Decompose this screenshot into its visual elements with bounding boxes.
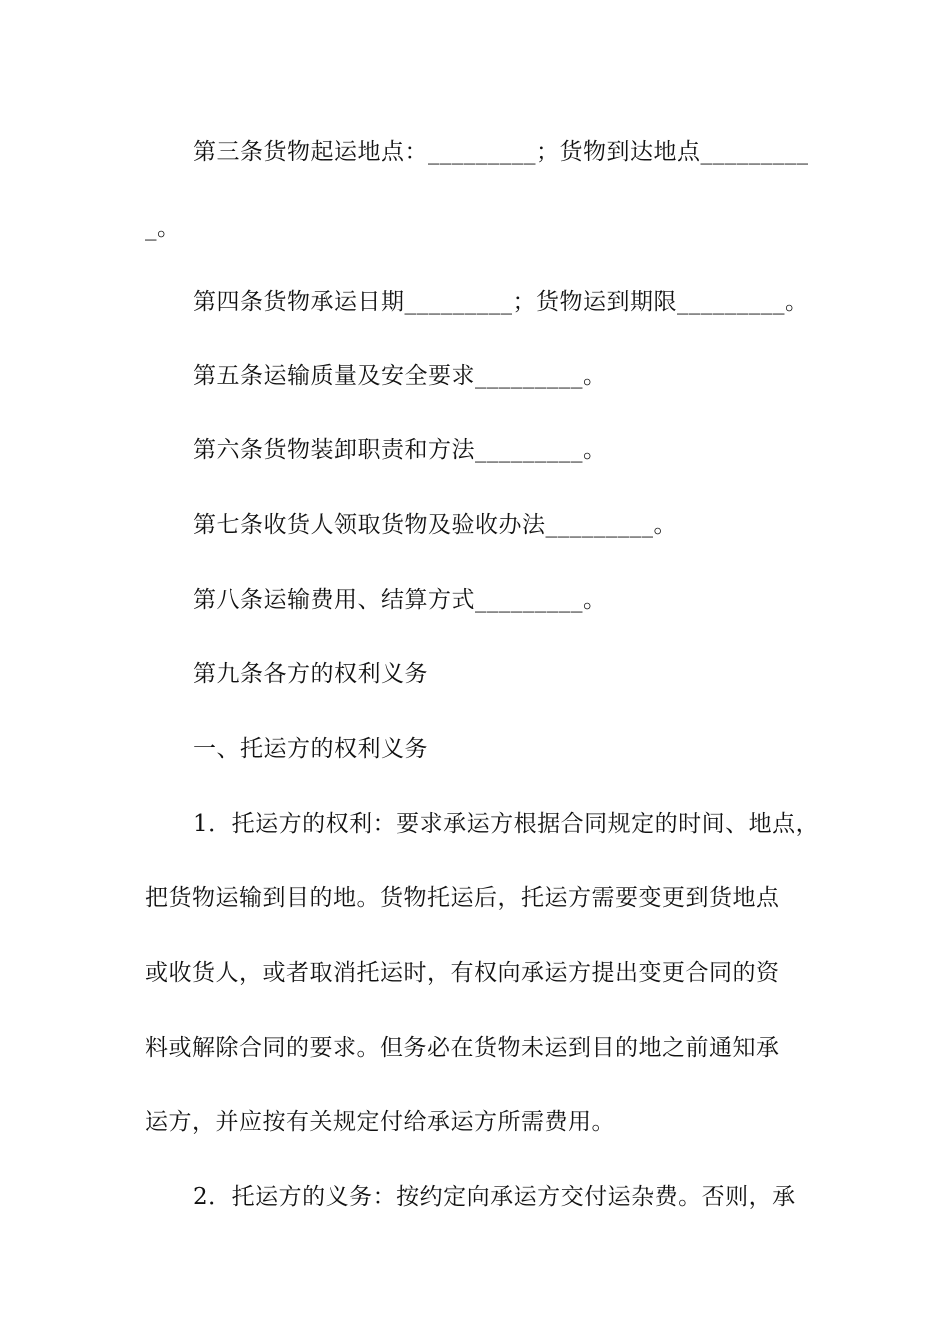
- clause-1-line-5: 运方，并应按有关规定付给承运方所需费用。: [145, 1109, 615, 1135]
- clause-1-line-2: 把货物运输到目的地。货物托运后，托运方需要变更到货地点: [145, 885, 780, 911]
- article-6-line: 第六条货物装卸职责和方法_________。: [193, 437, 607, 463]
- article-7-line: 第七条收货人领取货物及验收办法_________。: [193, 512, 677, 538]
- clause-1-line-3: 或收货人，或者取消托运时，有权向承运方提出变更合同的资: [145, 960, 780, 986]
- article-8-line: 第八条运输费用、结算方式_________。: [193, 587, 607, 613]
- section-1-heading: 一、托运方的权利义务: [193, 736, 428, 762]
- article-9-heading: 第九条各方的权利义务: [193, 661, 428, 687]
- clause-1-line-1: 1．托运方的权利：要求承运方根据合同规定的时间、地点，: [193, 811, 820, 837]
- clause-2-line-1: 2．托运方的义务：按约定向承运方交付运杂费。否则，承: [193, 1184, 796, 1210]
- article-5-line: 第五条运输质量及安全要求_________。: [193, 363, 607, 389]
- article-4-line: 第四条货物承运日期_________；货物运到期限_________。: [193, 289, 809, 315]
- article-3-line: 第三条货物起运地点：_________；货物到达地点_________: [193, 139, 809, 165]
- article-3-continuation: _。: [145, 215, 181, 241]
- clause-1-line-4: 料或解除合同的要求。但务必在货物未运到目的地之前通知承: [145, 1035, 780, 1061]
